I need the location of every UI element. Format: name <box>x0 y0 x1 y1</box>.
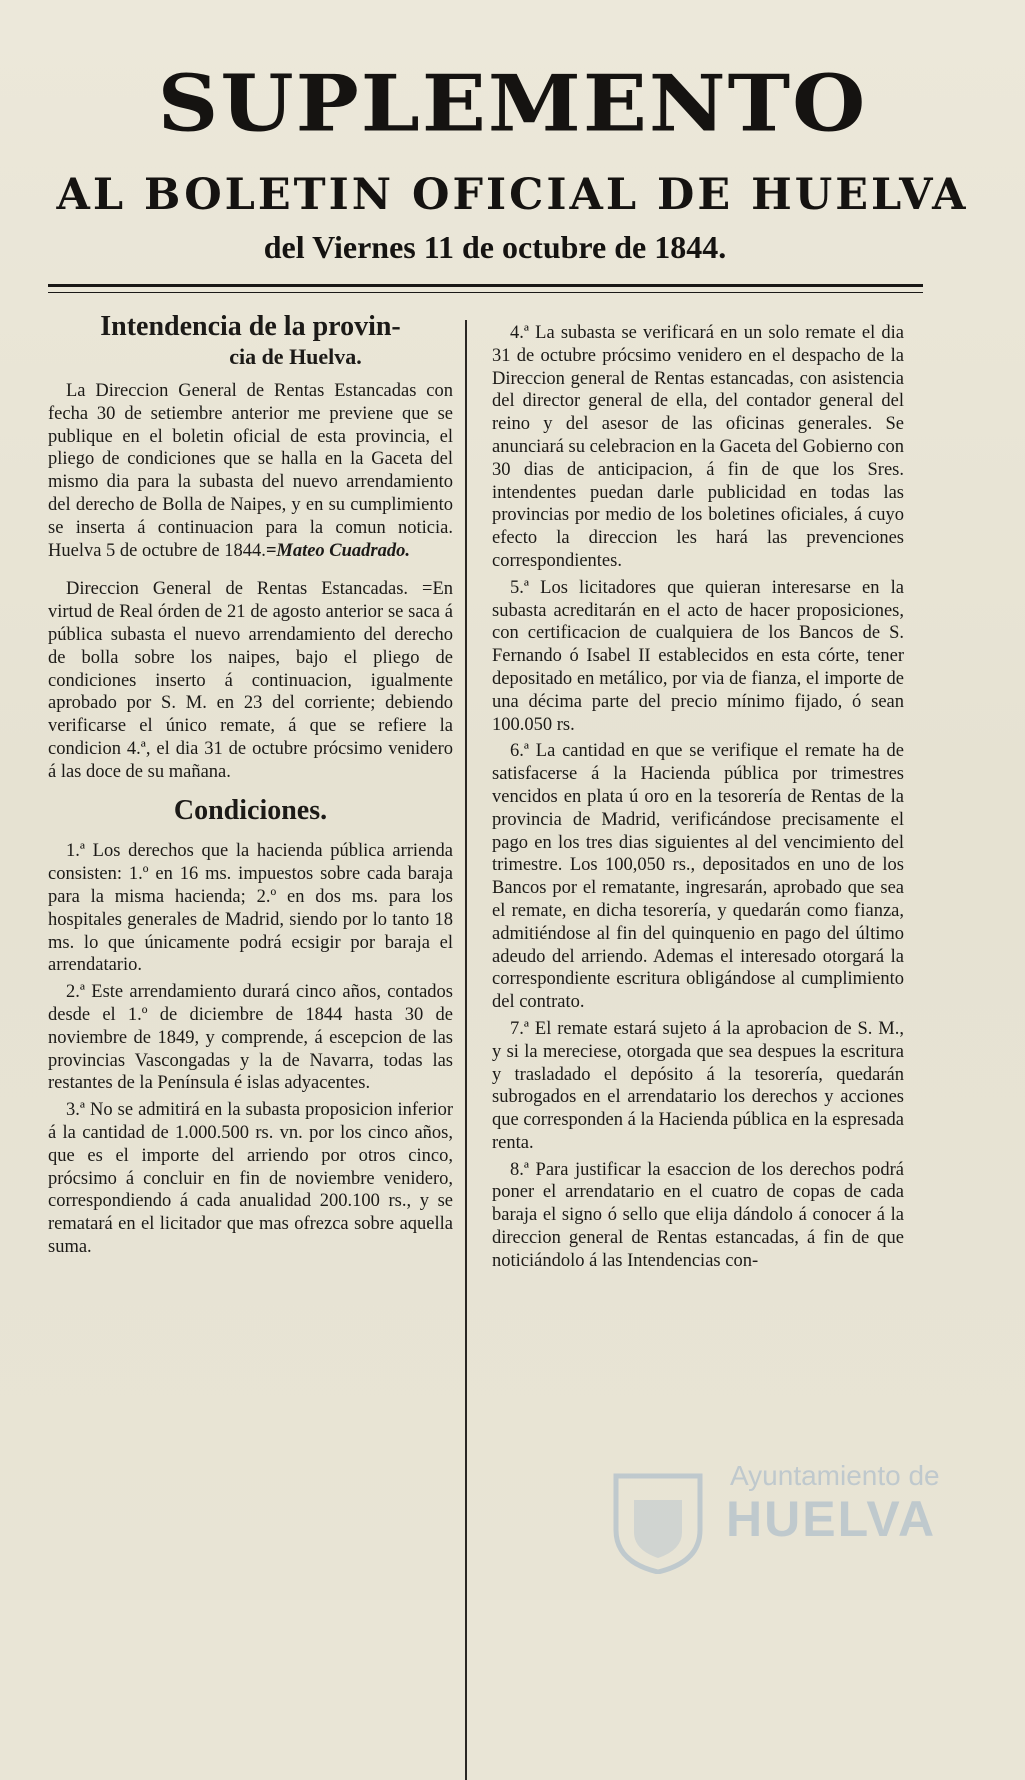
spacer <box>48 562 453 578</box>
condition-2: 2.ª Este arrendamiento durará cinco años, contados desde el 1.º de diciembre de 1844 hasta 30 de noviembre de 1849, y comprende, á escepcion de las provincias Vascongadas y la de Navarra, todas las restantes de la Península é islas adyacentes. <box>48 982 453 1094</box>
watermark-line1: Ayuntamiento de <box>730 1460 940 1491</box>
condition-4: 4.ª La subasta se verificará en un solo remate el dia 31 de octubre prócsimo venidero en el despacho de la Direccion general de Rentas estancadas, con asistencia del director general de ella, del contador general del reino y del asesor de las oficinas generales. Se anunciará su celebracion en la Gaceta del Gobierno con 30 dias de anticipacion, á fin de que los Sres. intendentes puedan darle publicidad en todas las provincias por medio de los boletines oficiales, á cuyo efecto la direccion les hará las prevenciones correspondientes. <box>492 323 904 571</box>
right-column <box>492 322 904 1273</box>
section-title-line2: cia de Huelva. <box>229 344 362 369</box>
signature: =Mateo Cuadrado. <box>265 540 410 561</box>
direccion-paragraph: Direccion General de Rentas Estancadas. =En virtud de Real órden de 21 de agosto anterior se saca á pública subasta el nuevo arrendamiento del derecho de bolla sobre los naipes, bajo el pliego de condiciones inserto á continuacion, igualmente aprobado por S. M. en 23 del corriente; debiendo verificarse el único remate, á que se refiere la condicion 4.ª, el dia 31 de octubre prócsimo venidero á las doce de su mañana. <box>48 579 453 782</box>
masthead-date: del Viernes 11 de octubre de 1844. <box>263 229 727 265</box>
section-title-line1: Intendencia de la provin- <box>100 311 401 342</box>
conditions-title: Condiciones. <box>173 794 328 826</box>
watermark <box>608 1452 948 1572</box>
intro-paragraph <box>48 380 453 562</box>
condition-7: 7.ª El remate estará sujeto á la aprobacion de S. M., y si la mereciese, otorgada que sea despues la escritura y trasladado el depósito á la tesorería, quedarán subrogados en el arrendatario los derechos y acciones que corresponden á la Hacienda pública en la espresada renta. <box>492 1018 904 1153</box>
masthead-subtitle: AL BOLETIN OFICIAL DE HUELVA <box>56 170 969 220</box>
column-divider <box>465 320 467 1780</box>
intro-text: La Direccion General de Rentas Estancadas con fecha 30 de setiembre anterior me previene que se publique en el boletin oficial de esta provincia, el pliego de condiciones que se halla en la Gaceta del mismo dia para la subasta del nuevo arrendamiento del derecho de Bolla de Naipes, y en su cumplimiento se inserta á continuacion para la comun noticia. Huelva 5 de octubre de 1844. <box>48 381 453 561</box>
watermark-line2: HUELVA <box>726 1491 937 1547</box>
condition-3: 3.ª No se admitirá en la subasta proposicion inferior á la cantidad de 1.000.500 rs. vn. por los cinco años, que es el importe del arriendo por otros cinco, prócsimo á concluir en fin de noviembre venidero, correspondiendo á cada anualidad 200.100 rs., y se rematará en el licitador que mas ofrezca sobre aquella suma. <box>48 1100 453 1257</box>
coat-of-arms-icon <box>608 1470 708 1574</box>
masthead-title: SUPLEMENTO <box>157 58 868 150</box>
condition-5: 5.ª Los licitadores que quieran interesarse en la subasta acreditarán en el acto de hacer proposiciones, con certificacion de cualquiera de los Bancos de S. Fernando ó Isabel II establecidos en esta córte, tener depositado en metálico, por via de fianza, el importe de una décima parte del precio mínimo fijado, ó sean 100.050 rs. <box>492 577 904 735</box>
condition-6: 6.ª La cantidad en que se verifique el remate ha de satisfacerse á la Hacienda pública por trimestres vencidos en plata ú oro en la tesorería de Rentas de la provincia de Madrid, verificándose precisamente el pago en los tres dias siguientes al del vencimiento del trimestre. Los 100,050 rs., depositados en uno de los Bancos por el rematante, ingresarán, aprobado que sea el remate, en dicha tesorería, y quedarán como fianza, admitiéndose al fin del quinquenio en pago del último adeudo del arriendo. Ademas el interesado otorgará la correspondiente escritura obligándose al cumplimiento del contrato. <box>492 741 904 1013</box>
condition-8: 8.ª Para justificar la esaccion de los derechos podrá poner el arrendatario en el cuatro de copas de cada baraja el signo ó sello que elija dándolo á conocer á la direccion general de Rentas estancadas, á fin de que noticiándolo á las Intendencias con- <box>492 1159 904 1271</box>
section-title <box>48 312 453 372</box>
left-column <box>48 312 453 1259</box>
condition-1: 1.ª Los derechos que la hacienda pública arrienda consisten: 1.º en 16 ms. impuestos sobre cada baraja para la misma hacienda; 2.º en dos ms. para los hospitales generales de Madrid, siendo por lo tanto 18 ms. lo que únicamente podrá ecsigir por baraja el arrendatario. <box>48 841 453 976</box>
header-rule <box>48 284 923 293</box>
